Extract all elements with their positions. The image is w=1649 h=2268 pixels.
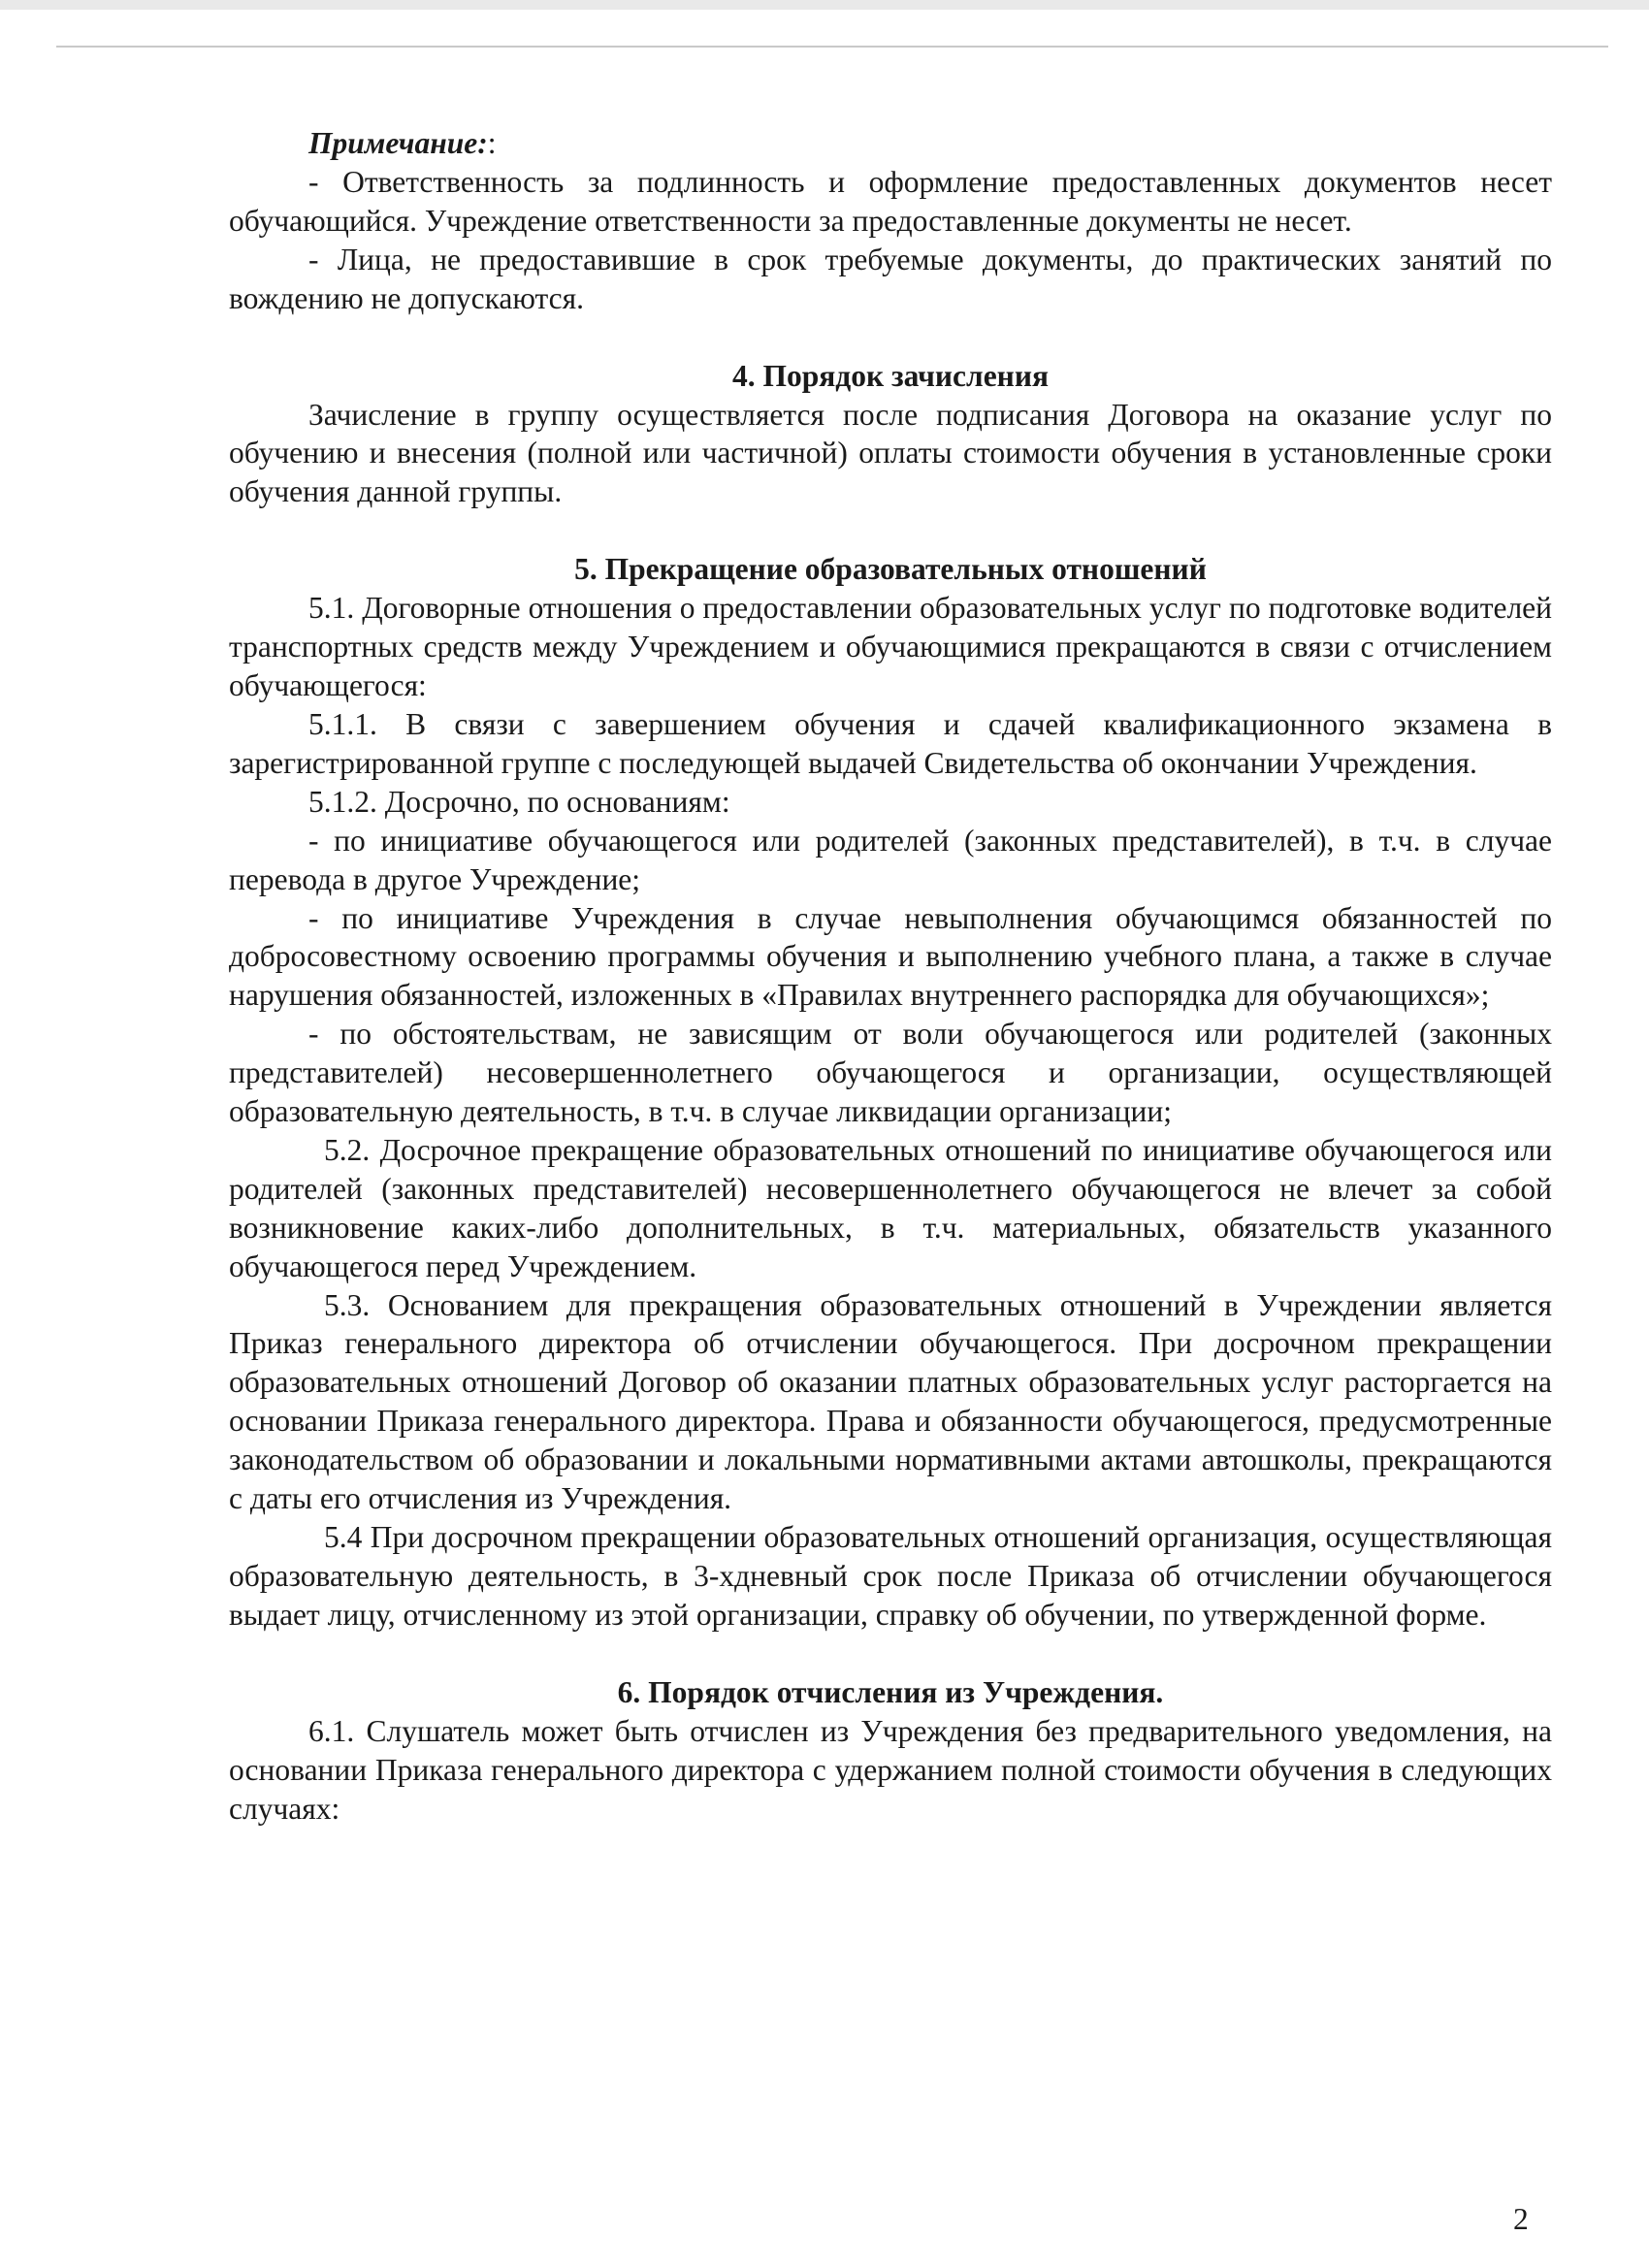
spacer [229,318,1552,357]
note-item-2: - Лица, не предоставившие в срок требуемые документы, до практических занятий по вождению не допускаются. [229,242,1552,315]
clause-5-1: 5.1. Договорные отношения о предоставлении образовательных услуг по подготовке водителей транспортных средств между Учреждением и обучающимися прекращаются в связи с отчислением обучающегося: [229,591,1552,703]
scan-top-edge [0,0,1649,10]
clause-5-1-2: 5.1.2. Досрочно, по основаниям: [308,784,730,819]
spacer [229,511,1552,550]
clause-5-1-2-bullet-3: - по обстоятельствам, не зависящим от воли обучающегося или родителей (законных представителей) несовершеннолетнего обучающегося и организации, осуществляющей образовательную деятельность, в т.ч. в случае ликвидации организации; [229,1017,1552,1129]
clause-5-4: 5.4 При досрочном прекращении образовательных отношений организация, осуществляющая образовательную деятельность, в 3-хдневный срок после Приказа об отчислении обучающегося выдает лицу, отчисленному из этой организации, справку об обучении, по утвержденной форме. [229,1520,1552,1632]
clause-5-2: 5.2. Досрочное прекращение образовательных отношений по инициативе обучающегося или родителей (законных представителей) несовершеннолетнего обучающегося не влечет за собой возникновение каких-либо дополнительных, в т.ч. материальных, обязательств указанного обучающегося перед Учреждением. [229,1132,1552,1283]
document-body [229,124,1552,1828]
clause-5-1-2-bullet-2: - по инициативе Учреждения в случае невыполнения обучающимся обязанностей по добросовестному освоению программы обучения и выполнению учебного плана, а также в случае нарушения обязанностей, изложенных в «Правилах внутреннего распорядка для обучающихся»; [229,900,1552,1013]
section-4-text: Зачисление в группу осуществляется после подписания Договора на оказание услуг по обучению и внесения (полной или частичной) оплаты стоимости обучения в установленные сроки обучения данной группы. [229,397,1552,509]
clause-5-1-1: 5.1.1. В связи с завершением обучения и сдачей квалификационного экзамена в зарегистрированной группе с последующей выдачей Свидетельства об окончании Учреждения. [229,706,1552,780]
header-rule [56,46,1608,48]
page-number: 2 [1513,2202,1529,2236]
note-title: Примечание: [308,126,488,160]
note-title-colon: : [487,126,497,160]
section-6-heading: 6. Порядок отчисления из Учреждения. [617,1674,1164,1709]
note-item-1: - Ответственность за подлинность и оформление предоставленных документов несет обучающийся. Учреждение ответственности за предоставленные документы не несет. [229,164,1552,238]
note-title-line [229,124,1552,163]
clause-5-3: 5.3. Основанием для прекращения образовательных отношений в Учреждении является Приказ генерального директора об отчислении обучающегося. При досрочном прекращении образовательных отношений Договор об оказании платных образовательных услуг расторгается на основании Приказа генерального директора. Права и обязанности обучающегося, предусмотренные законодательством об образовании и локальными нормативными актами автошколы, прекращаются с даты его отчисления из Учреждения. [229,1287,1552,1516]
clause-5-1-2-bullet-1: - по инициативе обучающегося или родителей (законных представителей), в т.ч. в случае перевода в другое Учреждение; [229,823,1552,896]
section-4-heading: 4. Порядок зачисления [731,358,1050,393]
section-5-heading: 5. Прекращение образовательных отношений [574,552,1207,587]
clause-6-1: 6.1. Слушатель может быть отчислен из Учреждения без предварительного уведомления, на основании Приказа генерального директора с удержанием полной стоимости обучения в следующих случаях: [229,1713,1552,1826]
spacer [229,1635,1552,1673]
